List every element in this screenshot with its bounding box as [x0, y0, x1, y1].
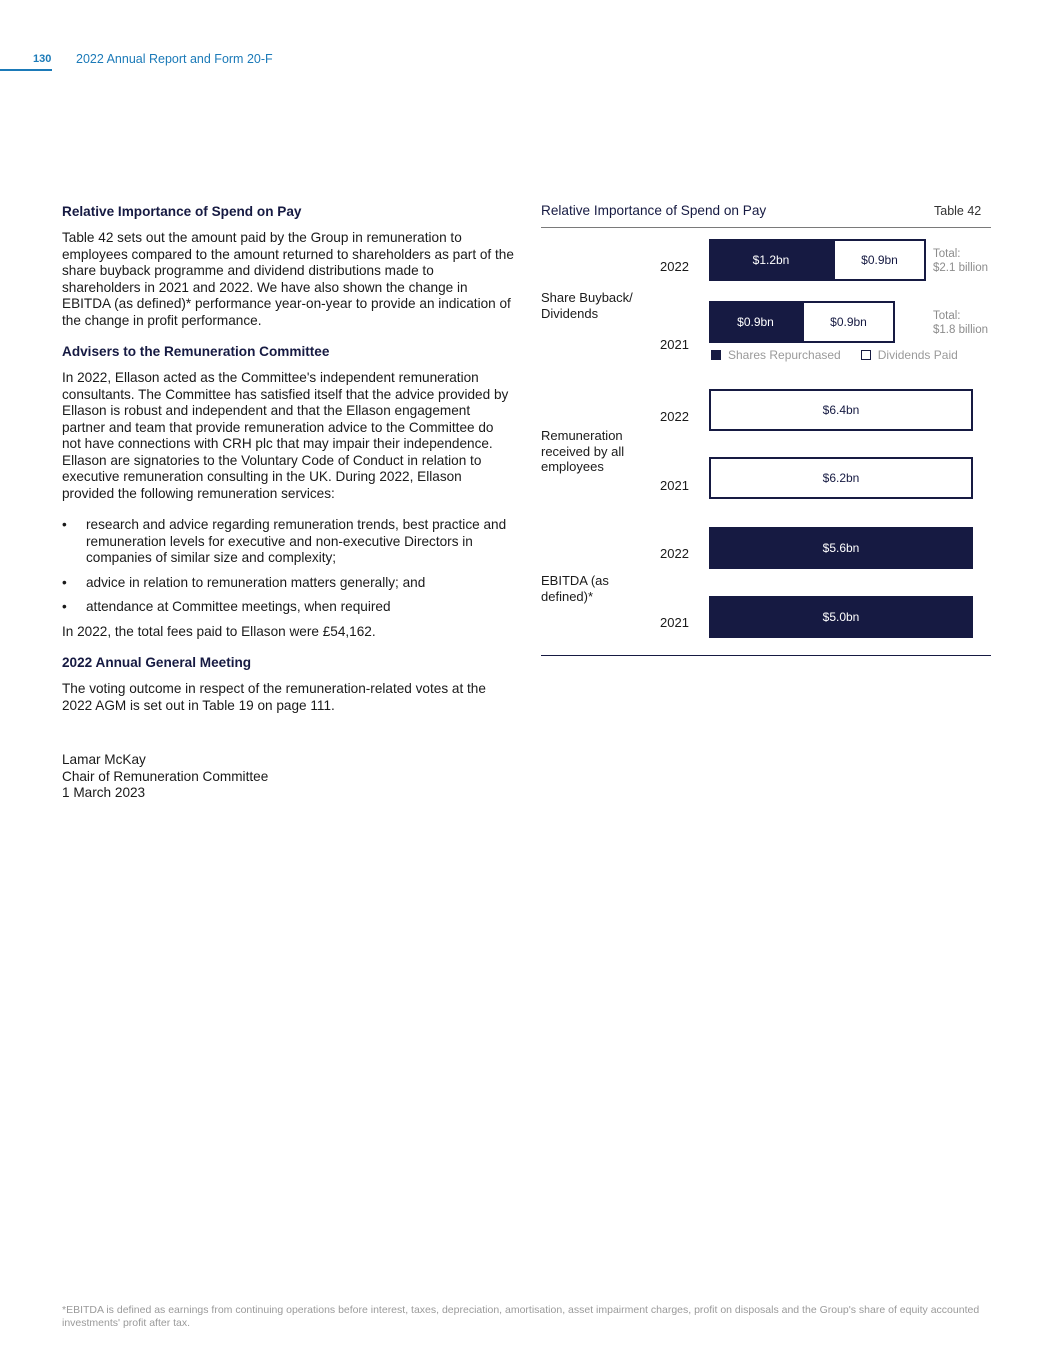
- signature-date: 1 March 2023: [62, 785, 146, 800]
- paragraph-advisers: In 2022, Ellason acted as the Committee's independent remuneration consultants. The Committee has satisfied itself that the advice provided by Ellason is robust and independent and that the Ellason engagement partner and team that provide remuneration advice to the Committee do not have connections with CRH plc that may impair their independence. Ellason are signatories to the Voluntary Code of Conduct in relation to executive remuneration consulting in the UK. During 2022, Ellason provided the following remuneration services:: [62, 370, 509, 501]
- bar-shares-repurchased-2021: $0.9bn: [709, 301, 802, 343]
- signatory-title: Chair of Remuneration Committee: [62, 768, 269, 784]
- legend-item-dividends-paid: [861, 348, 958, 362]
- legend-swatch-filled: [711, 350, 721, 360]
- legend-label: Shares Repurchased: [728, 348, 841, 362]
- category-label-buyback: Share Buyback/ Dividends: [541, 290, 633, 321]
- list-item: • advice in relation to remuneration matters generally; and: [62, 575, 514, 592]
- bar-shares-repurchased-2022: $1.2bn: [709, 239, 833, 281]
- total-label: Total:: [933, 310, 961, 322]
- total-value: $2.1 billion: [933, 262, 988, 274]
- chart-legend: [711, 348, 978, 362]
- year-label: 2022: [660, 546, 689, 561]
- bar-ebitda-2021: $5.0bn: [709, 596, 973, 638]
- category-label-remuneration: Remuneration received by all employees: [541, 428, 625, 474]
- section-heading-advisers: Advisers to the Remuneration Committee: [62, 344, 330, 359]
- bar-dividends-paid-2022: $0.9bn: [833, 239, 926, 281]
- bar-ebitda-2022: $5.6bn: [709, 527, 973, 569]
- legend-label: Dividends Paid: [877, 348, 958, 362]
- total-2021: [933, 309, 988, 337]
- footnote: *EBITDA is defined as earnings from continuing operations before interest, taxes, depreciation, amortisation, asset impairment charges, profit on disposals and the Group's share of equity accounted investments' profit after tax.: [62, 1304, 980, 1329]
- year-label: 2021: [660, 615, 689, 630]
- bar-dividends-paid-2021: $0.9bn: [802, 301, 895, 343]
- list-item: • research and advice regarding remuneration trends, best practice and remuneration levels for executive and non-executive Directors in companies of similar size and complexity;: [62, 517, 514, 567]
- category-label-ebitda: EBITDA (as defined)*: [541, 573, 609, 604]
- chart-title: Relative Importance of Spend on Pay: [541, 203, 767, 218]
- signatory-name: Lamar McKay: [62, 752, 146, 767]
- header-accent-line: [0, 69, 52, 71]
- total-value: $1.8 billion: [933, 324, 988, 336]
- paragraph-agm: The voting outcome in respect of the remuneration-related votes at the 2022 AGM is set out in Table 19 on page 111.: [62, 681, 486, 713]
- paragraph-spend-on-pay: Table 42 sets out the amount paid by the Group in remuneration to employees compared to the amount returned to shareholders as part of the share buyback programme and dividend distributions made to shareholders in 2021 and 2022. We have also shown the change in EBITDA (as defined)* performance year-on-year to provide an indication of the change in profit performance.: [62, 230, 514, 328]
- section-heading-agm: 2022 Annual General Meeting: [62, 655, 252, 670]
- total-2022: [933, 247, 988, 275]
- services-list: [62, 517, 514, 616]
- paragraph-fees: In 2022, the total fees paid to Ellason were £54,162.: [62, 623, 376, 639]
- page-number: 130: [33, 53, 52, 65]
- legend-swatch-outline: [861, 350, 871, 360]
- chart-top-rule: [541, 227, 991, 228]
- left-column: [62, 204, 514, 802]
- signature-block: [62, 752, 514, 802]
- bar-remuneration-2021: $6.2bn: [709, 457, 973, 499]
- bar-remuneration-2022: $6.4bn: [709, 389, 973, 431]
- year-label: 2021: [660, 478, 689, 493]
- year-label: 2022: [660, 259, 689, 274]
- total-label: Total:: [933, 248, 961, 260]
- chart-bottom-rule: [541, 655, 991, 656]
- list-item: • attendance at Committee meetings, when required: [62, 599, 514, 616]
- section-heading-spend-on-pay: Relative Importance of Spend on Pay: [62, 204, 302, 219]
- year-label: 2021: [660, 337, 689, 352]
- report-title: 2022 Annual Report and Form 20-F: [76, 52, 273, 66]
- table-label: Table 42: [934, 204, 982, 218]
- legend-item-shares-repurchased: [711, 348, 841, 362]
- year-label: 2022: [660, 409, 689, 424]
